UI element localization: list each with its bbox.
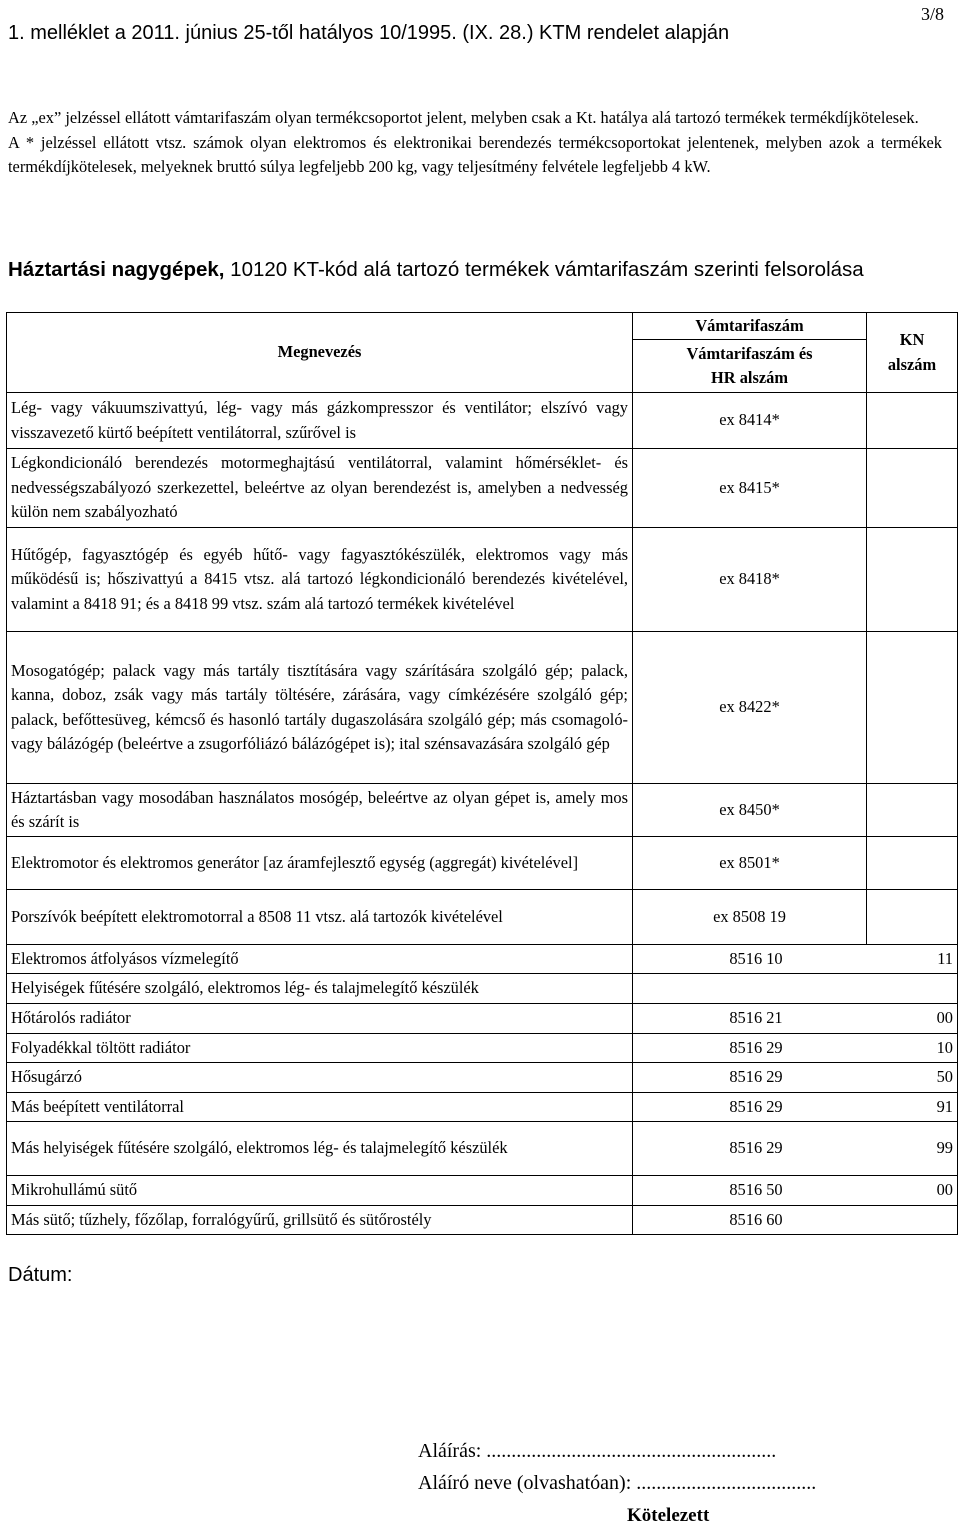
row-tariff-code: 8516 29 (729, 1096, 783, 1116)
section-heading (8, 255, 942, 284)
page-header-title: 1. melléklet a 2011. június 25-től hatályos 10/1995. (IX. 28.) KTM rendelet alapján (8, 22, 730, 44)
row-code-span (633, 974, 958, 1004)
row-code-span (633, 1034, 958, 1063)
row-name: Mikrohullámú sütő (7, 1176, 633, 1206)
table-row (7, 784, 958, 837)
section-heading-rest: 10120 KT-kód alá tartozó termékek vámtarifaszám szerinti felsorolása (224, 258, 864, 281)
signer-name-field: Aláíró neve (olvashatóan): .................................... (418, 1472, 817, 1494)
table-row (7, 945, 958, 974)
row-kn: 99 (936, 1138, 953, 1158)
row-kn: 91 (936, 1096, 953, 1116)
row-tariff-code: 8516 29 (729, 1037, 783, 1057)
table-row (7, 1206, 958, 1235)
table-row (7, 632, 958, 784)
row-name: Hűtőgép, fagyasztógép és egyéb hűtő- vagy fagyasztókészülék, elektromos vagy más működésű is; hőszivattyú a 8415 vtsz. alá tartozó légkondicionáló berendezés kivételével, valamint a 8418 91; és a 8418 99 vtsz. szám alá tartozó termékek kivételével (7, 528, 633, 632)
row-kn: 00 (936, 1008, 953, 1028)
row-kn (867, 632, 958, 784)
row-name: Porszívók beépített elektromotorral a 8508 11 vtsz. alá tartozók kivételével (7, 890, 633, 945)
row-kn: 11 (937, 948, 953, 968)
signature-block (418, 1435, 816, 1499)
row-tariff-code: 8516 29 (729, 1138, 783, 1158)
row-name: Hőtárolós radiátor (7, 1004, 633, 1034)
row-name: Más beépített ventilátorral (7, 1093, 633, 1122)
obligor-label: Kötelezett (627, 1505, 710, 1526)
row-code-span (633, 945, 958, 974)
row-tariff-code: 8516 60 (729, 1209, 783, 1229)
row-code-span (633, 1122, 958, 1176)
row-name: Háztartásban vagy mosodában használatos mosógép, beleértve az olyan gépet is, amely mos és szárít is (7, 784, 633, 837)
row-name: Légkondicionáló berendezés motormeghajtású ventilátorral, valamint hőmérséklet- és nedvességszabályozó szerkezettel, beleértve az olyan berendezést is, amelyben a nedvesség külön nem szabályozható (7, 449, 633, 528)
row-tariff-code: 8516 21 (729, 1008, 783, 1028)
row-tariff-code: ex 8422* (633, 632, 867, 784)
header-tariff-hr-line2: HR alszám (711, 368, 788, 387)
row-code-span (633, 1176, 958, 1206)
row-kn: 50 (936, 1067, 953, 1087)
row-tariff-code: ex 8508 19 (633, 890, 867, 945)
row-name: Más sütő; tűzhely, főzőlap, forralógyűrű, grillsütő és sütőrostély (7, 1206, 633, 1235)
row-kn (867, 890, 958, 945)
header-kn-line1: KN (899, 330, 925, 349)
row-tariff-code: 8516 29 (729, 1067, 783, 1087)
row-name: Helyiségek fűtésére szolgáló, elektromos lég- és talajmelegítő készülék (7, 974, 633, 1004)
row-name: Lég- vagy vákuumszivattyú, lég- vagy más gázkompresszor és ventilátor; elszívó vagy visszavezető kürtő beépített ventilátorral, szűrővel is (7, 393, 633, 449)
row-name: Mosogatógép; palack vagy más tartály tisztítására vagy szárítására szolgáló gép; palack, kanna, doboz, zsák vagy más tartály töltésére, zárására, vagy címkézésére szolgáló gép; palack, befőttesüveg, kémcső és hasonló tartály dugaszolására szolgáló gép; más csomagoló- vagy bálázógép (beleértve a zsugorfóliázó bálázógépet is); ital szénsavazására szolgáló gép (7, 632, 633, 784)
row-tariff-code: ex 8418* (633, 528, 867, 632)
row-name: Más helyiségek fűtésére szolgáló, elektromos lég- és talajmelegítő készülék (7, 1122, 633, 1176)
row-kn (867, 393, 958, 449)
table-row (7, 528, 958, 632)
page-number: 3/8 (920, 4, 944, 24)
row-kn (867, 449, 958, 528)
row-code-span (633, 1063, 958, 1093)
intro-text (8, 106, 942, 180)
row-kn (867, 837, 958, 890)
table-row (7, 1004, 958, 1034)
row-name: Folyadékkal töltött radiátor (7, 1034, 633, 1063)
table-row (7, 1034, 958, 1063)
row-code-span (633, 1093, 958, 1122)
row-name: Hősugárzó (7, 1063, 633, 1093)
row-kn: 10 (936, 1037, 953, 1057)
row-tariff-code: ex 8414* (633, 393, 867, 449)
header-kn-line2: alszám (887, 354, 937, 374)
row-name: Elektromos átfolyásos vízmelegítő (7, 945, 633, 974)
header-tariff-hr (633, 340, 867, 393)
row-kn (867, 784, 958, 837)
table-row (7, 1093, 958, 1122)
row-code-span (633, 1206, 958, 1235)
table-row (7, 837, 958, 890)
signature-field: Aláírás: .......................................................... (418, 1440, 777, 1462)
row-tariff-code: 8516 10 (729, 948, 783, 968)
header-tariff-group: Vámtarifaszám (633, 313, 867, 340)
table-row (7, 393, 958, 449)
intro-paragraph-star: A * jelzéssel ellátott vtsz. számok olyan elektromos és elektronikai berendezés termékcsoportokat jelentenek, melyben azok a termékek termékdíjkötelesek, melyeknek bruttó súlya legfeljebb 200 kg, vagy teljesítmény felvétele legfeljebb 4 kW. (8, 132, 942, 176)
row-name: Elektromotor és elektromos generátor [az áramfejlesztő egység (aggregát) kivételével] (7, 837, 633, 890)
row-tariff-code: ex 8450* (633, 784, 867, 837)
header-tariff-hr-line1: Vámtarifaszám és (686, 343, 813, 363)
section-heading-bold: Háztartási nagygépek, (8, 258, 225, 281)
row-tariff-code: 8516 50 (729, 1180, 783, 1200)
row-kn (867, 528, 958, 632)
intro-paragraph-ex: Az „ex” jelzéssel ellátott vámtarifaszám olyan termékcsoportot jelent, melyben csak a Kt. hatálya alá tartozó termékek termékdíjkötelesek. (8, 108, 919, 127)
row-code-span (633, 1004, 958, 1034)
row-kn: 00 (936, 1180, 953, 1200)
date-label: Dátum: (8, 1264, 73, 1286)
row-tariff-code: ex 8415* (633, 449, 867, 528)
header-name: Megnevezés (7, 313, 633, 393)
table-row (7, 1063, 958, 1093)
row-tariff-code: ex 8501* (633, 837, 867, 890)
table-row (7, 449, 958, 528)
table-row (7, 1122, 958, 1176)
header-kn (867, 313, 958, 393)
tariff-table (6, 312, 958, 1235)
table-row (7, 974, 958, 1004)
table-row (7, 1176, 958, 1206)
table-row (7, 890, 958, 945)
